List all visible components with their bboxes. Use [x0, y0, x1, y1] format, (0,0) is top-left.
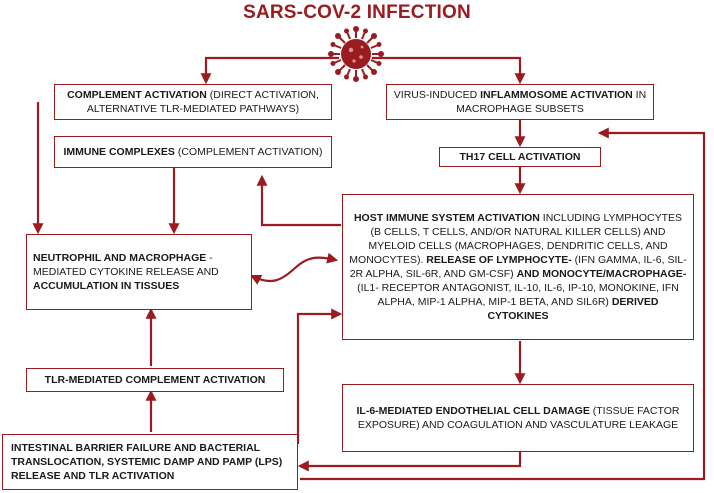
node-tlr-complement-activation: TLR-MEDIATED COMPLEMENT ACTIVATION: [26, 368, 284, 392]
node-immune-complexes: IMMUNE COMPLEXES (COMPLEMENT ACTIVATION): [54, 136, 332, 168]
diagram-title: SARS-COV-2 INFECTION: [243, 2, 471, 23]
node-il6-endothelial-damage: IL-6-MEDIATED ENDOTHELIAL CELL DAMAGE (TISSUE FACTOR EXPOSURE) AND COAGULATION AND VASCULATURE LEAKAGE: [342, 384, 694, 452]
node-neutrophil-macrophage: NEUTROPHIL AND MACROPHAGE -MEDIATED CYTOKINE RELEASE AND ACCUMULATION IN TISSUES: [26, 234, 252, 310]
node-complement-activation: COMPLEMENT ACTIVATION (DIRECT ACTIVATION, ALTERNATIVE TLR-MEDIATED PATHWAYS): [54, 84, 332, 120]
node-th17-activation: TH17 CELL ACTIVATION: [439, 147, 601, 167]
node-intestinal-barrier-failure: INTESTINAL BARRIER FAILURE AND BACTERIAL TRANSLOCATION, SYSTEMIC DAMP AND PAMP (LPS) RELEASE AND TLR ACTIVATION: [2, 434, 298, 490]
node-host-immune-activation: HOST IMMUNE SYSTEM ACTIVATION INCLUDING LYMPHOCYTES (B CELLS, T CELLS, AND/OR NATURAL KILLER CELLS) AND MYELOID CELLS (MACROPHAGES, DENDRITIC CELLS, AND MONOCYTES). RELEASE OF LYMPHOCYTE- (IFN GAMMA, IL-6, SIL-2R ALPHA, SIL-6R, AND GM-CSF) AND MONOCYTE/MACROPHAGE- (IL1- RECEPTOR ANTAGONIST, IL-10, IL-6, IP-10, MONOKINE, IFN ALPHA, MIP-1 ALPHA, MIP-1 BETA, AND SIL6R) DERIVED CYTOKINES: [342, 194, 694, 340]
node-inflammasome-activation: VIRUS-INDUCED INFLAMMOSOME ACTIVATION IN MACROPHAGE SUBSETS: [386, 84, 654, 120]
